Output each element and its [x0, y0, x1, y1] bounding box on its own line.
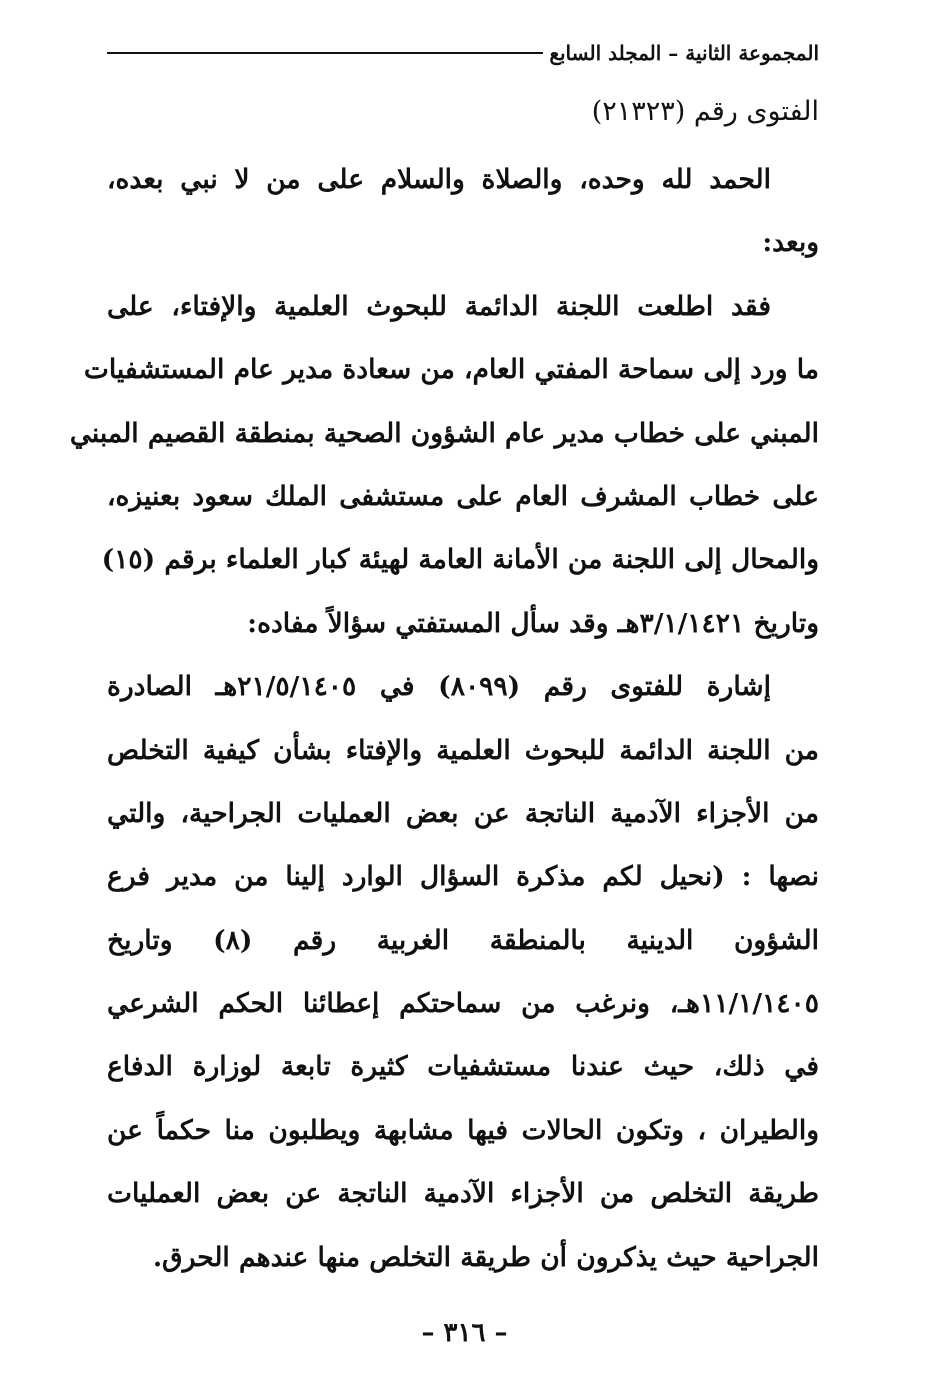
page-number: – ٣١٦ – — [421, 1318, 508, 1348]
text-line: إشارة للفتوى رقم (٨٠٩٩) في ٢١/٥/١٤٠٥هـ الصادرة — [107, 671, 771, 703]
text-line: فقد اطلعت اللجنة الدائمة للبحوث العلمية والإفتاء، على — [107, 290, 771, 322]
body-text — [69, 148, 819, 1289]
text-line: وبعد: — [762, 227, 819, 259]
text-line: من الأجزاء الآدمية الناتجة عن بعض العمليات الجراحية، والتي — [107, 797, 819, 829]
text-line: الجراحية حيث يذكرون أن طريقة التخلص منها عندهم الحرق. — [152, 1241, 819, 1273]
text-line: طريقة التخلص من الأجزاء الآدمية الناتجة عن بعض العمليات — [107, 1178, 819, 1210]
text-line: الحمد لله وحده، والصلاة والسلام على من لا نبي بعده، — [107, 164, 771, 195]
header-title: المجموعة الثانية – المجلد السابع — [549, 41, 819, 65]
fatwa-number: الفتوى رقم (٢١٣٢٣) — [591, 96, 819, 127]
text-line: المبني على خطاب مدير عام الشؤون الصحية بمنطقة القصيم المبني — [69, 417, 819, 449]
running-header — [107, 38, 819, 68]
text-line: ١١/١/١٤٠٥هـ، ونرغب من سماحتكم إعطائنا الحكم الشرعي — [107, 988, 819, 1020]
header-rule — [107, 52, 543, 54]
text-line: على خطاب المشرف العام على مستشفى الملك سعود بعنيزه، — [107, 480, 819, 512]
text-line: ما ورد إلى سماحة المفتي العام، من سعادة مدير عام المستشفيات — [83, 354, 819, 386]
text-line: الشؤون الدينية بالمنطقة الغربية رقم (٨) وتاريخ — [107, 924, 819, 956]
text-line: في ذلك، حيث عندنا مستشفيات كثيرة تابعة لوزارة الدفاع — [107, 1051, 819, 1083]
text-line: والطيران ، وتكون الحالات فيها مشابهة ويطلبون منا حكماً عن — [107, 1114, 819, 1146]
text-line: من اللجنة الدائمة للبحوث العلمية والإفتاء بشأن كيفية التخلص — [107, 734, 819, 766]
text-line: نصها : (نحيل لكم مذكرة السؤال الوارد إلينا من مدير فرع — [107, 861, 819, 893]
text-line: والمحال إلى اللجنة من الأمانة العامة لهيئة كبار العلماء برقم (١٥) — [101, 544, 819, 576]
text-line: وتاريخ ٣/١/١٤٢١هـ وقد سأل المستفتي سؤالاً مفاده: — [247, 607, 819, 639]
